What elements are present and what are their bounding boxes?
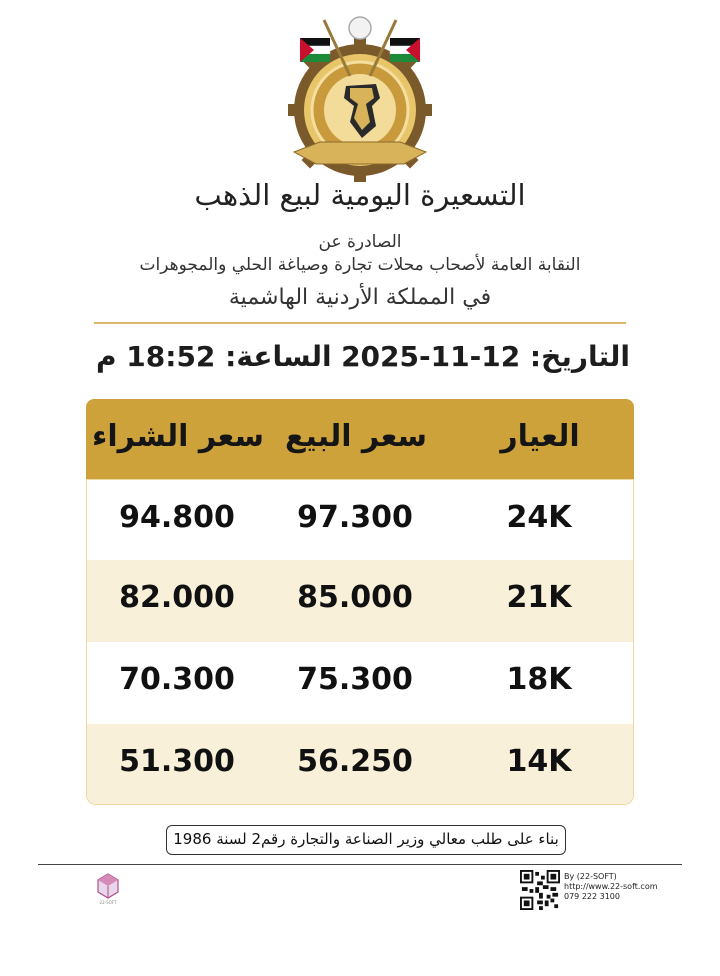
date-time-row bbox=[90, 340, 630, 384]
karat-cell: 14K bbox=[506, 744, 572, 779]
buy-price-cell: 94.800 bbox=[119, 500, 235, 535]
issued-by-label: الصادرة عن bbox=[318, 232, 402, 252]
sell-price-cell: 56.250 bbox=[297, 744, 413, 779]
sell-price-cell: 97.300 bbox=[297, 500, 413, 535]
column-header-buy-price: سعر الشراء bbox=[92, 419, 264, 454]
time-label: الساعة: 18:52 م bbox=[96, 340, 332, 373]
column-header-sell-price: سعر البيع bbox=[284, 419, 428, 454]
karat-cell: 18K bbox=[506, 662, 572, 697]
table-row bbox=[87, 480, 633, 562]
buy-price-cell: 82.000 bbox=[119, 580, 235, 615]
developer-credits bbox=[564, 872, 658, 902]
title-divider bbox=[94, 322, 626, 324]
logo-caption: 22-SOFT bbox=[99, 900, 117, 905]
credits-url[interactable]: http://www.22-soft.com bbox=[564, 882, 658, 891]
22-soft-logo bbox=[96, 872, 120, 906]
table-row bbox=[87, 642, 633, 724]
buy-price-cell: 51.300 bbox=[119, 744, 235, 779]
footer-divider bbox=[38, 864, 682, 865]
sell-price-cell: 85.000 bbox=[297, 580, 413, 615]
credits-phone: 079 222 3100 bbox=[564, 892, 620, 901]
kingdom-name: في المملكة الأردنية الهاشمية bbox=[228, 285, 492, 310]
buy-price-cell: 70.300 bbox=[119, 662, 235, 697]
date-label: التاريخ: 12-11-2025 bbox=[341, 340, 630, 373]
page-title: التسعيرة اليومية لبيع الذهب bbox=[194, 178, 526, 212]
karat-cell: 21K bbox=[506, 580, 572, 615]
ministry-note: بناء على طلب معالي وزير الصناعة والتجارة رقم2 لسنة 1986 bbox=[166, 825, 566, 855]
table-row bbox=[87, 724, 633, 805]
syndicate-name: النقابة العامة لأصحاب محلات تجارة وصياغة الحلي والمجوهرات bbox=[139, 255, 581, 275]
price-table-header bbox=[86, 399, 634, 479]
qr-code-icon bbox=[520, 870, 560, 910]
credits-by: By (22-SOFT) bbox=[564, 872, 617, 881]
syndicate-emblem-logo bbox=[284, 14, 436, 186]
table-row bbox=[87, 560, 633, 642]
price-table bbox=[86, 479, 634, 805]
karat-cell: 24K bbox=[506, 500, 572, 535]
column-header-karat: العيار bbox=[500, 419, 580, 454]
sell-price-cell: 75.300 bbox=[297, 662, 413, 697]
